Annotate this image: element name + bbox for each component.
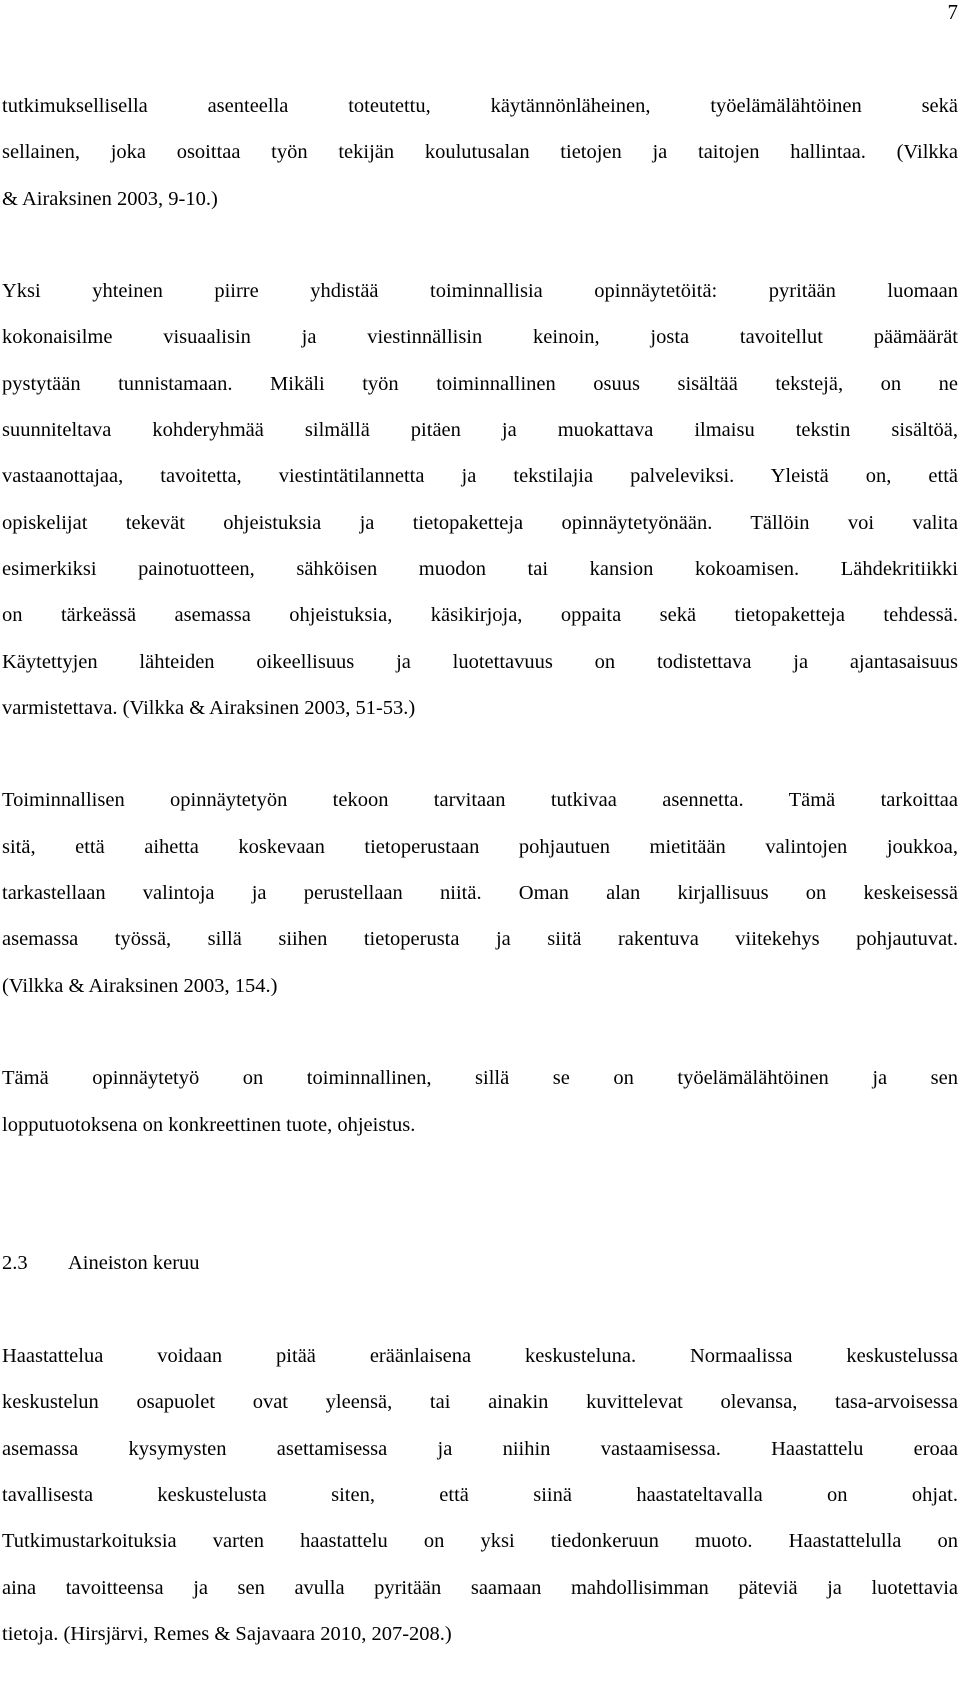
text-line: asemassa kysymysten asettamisessa ja niihin vastaamisessa. Haastattelu eroaa <box>2 1437 958 1460</box>
text-line: opiskelijat tekevät ohjeistuksia ja tietopaketteja opinnäytetyönään. Tällöin voi valita <box>2 511 958 534</box>
page-body <box>2 83 958 1657</box>
text-line: on tärkeässä asemassa ohjeistuksia, käsikirjoja, oppaita sekä tietopaketteja tehdessä. <box>2 604 958 627</box>
text-line: asemassa työssä, sillä siihen tietoperusta ja siitä rakentuva viitekehys pohjautuvat. <box>2 928 958 951</box>
text-line: vastaanottajaa, tavoitetta, viestintätilannetta ja tekstilajia palveleviksi. Yleistä on, että <box>2 465 958 488</box>
text-line: esimerkiksi painotuotteen, sähköisen muodon tai kansion kokoamisen. Lähdekritiikki <box>2 557 958 580</box>
paragraph-continuation <box>2 83 958 222</box>
text-line: Tutkimustarkoituksia varten haastattelu on yksi tiedonkeruun muoto. Haastattelulla on <box>2 1530 958 1553</box>
text-line: tutkimuksellisella asenteella toteutettu, käytännönläheinen, työelämälähtöinen sekä <box>2 95 958 117</box>
text-line: kokonaisilme visuaalisin ja viestinnällisin keinoin, josta tavoitellut päämäärät <box>2 326 958 349</box>
paragraph-gap <box>2 222 958 268</box>
paragraph-gap <box>2 1009 958 1055</box>
text-line: tietoja. (Hirsjärvi, Remes & Sajavaara 2010, 207-208.) <box>2 1622 452 1645</box>
text-line: varmistettava. (Vilkka & Airaksinen 2003, 51-53.) <box>2 696 416 719</box>
section-number: 2.3 <box>2 1252 28 1275</box>
paragraph-research-attitude <box>2 777 958 1008</box>
text-line: Käytettyjen lähteiden oikeellisuus ja luotettavuus on todistettava ja ajantasaisuus <box>2 650 958 673</box>
paragraph-gap <box>2 731 958 777</box>
paragraph-gap <box>2 1287 958 1333</box>
text-line: pystytään tunnistamaan. Mikäli työn toiminnallinen osuus sisältää tekstejä, on ne <box>2 372 958 395</box>
text-line: (Vilkka & Airaksinen 2003, 154.) <box>2 974 278 997</box>
text-line: & Airaksinen 2003, 9-10.) <box>2 187 218 210</box>
text-line: Yksi yhteinen piirre yhdistää toiminnallisia opinnäytetöitä: pyritään luomaan <box>2 280 958 303</box>
text-line: keskustelun osapuolet ovat yleensä, tai ainakin kuvittelevat olevansa, tasa-arvoisessa <box>2 1391 958 1414</box>
text-line: sitä, että aihetta koskevaan tietoperustaan pohjautuen mietitään valintojen joukkoa, <box>2 835 958 858</box>
text-line: Haastattelua voidaan pitää eräänlaisena keskusteluna. Normaalissa keskustelussa <box>2 1345 958 1368</box>
section-heading <box>2 1240 958 1286</box>
text-line: tavallisesta keskustelusta siten, että siinä haastateltavalla on ohjat. <box>2 1483 958 1506</box>
text-line: Tämä opinnäytetyö on toiminnallinen, sillä se on työelämälähtöinen ja sen <box>2 1067 958 1090</box>
text-line: sellainen, joka osoittaa työn tekijän koulutusalan tietojen ja taitojen hallintaa. (Vilkka <box>2 141 958 164</box>
text-line: Toiminnallisen opinnäytetyön tekoon tarvitaan tutkivaa asennetta. Tämä tarkoittaa <box>2 789 958 812</box>
text-line: tarkastellaan valintoja ja perustellaan niitä. Oman alan kirjallisuus on keskeisessä <box>2 882 958 905</box>
text-line: lopputuotoksena on konkreettinen tuote, ohjeistus. <box>2 1113 416 1136</box>
paragraph-gap <box>2 1194 958 1240</box>
page-number: 7 <box>947 0 958 24</box>
text-line: suunniteltava kohderyhmää silmällä pitäen ja muokattava ilmaisu tekstin sisältöä, <box>2 419 958 442</box>
paragraph-interview <box>2 1333 958 1657</box>
paragraph-functional-thesis <box>2 268 958 731</box>
section-title: Aineiston keruu <box>68 1252 200 1275</box>
paragraph-gap <box>2 1148 958 1194</box>
paragraph-this-thesis <box>2 1055 958 1148</box>
text-line: aina tavoitteensa ja sen avulla pyritään saamaan mahdollisimman päteviä ja luotettavia <box>2 1576 958 1599</box>
